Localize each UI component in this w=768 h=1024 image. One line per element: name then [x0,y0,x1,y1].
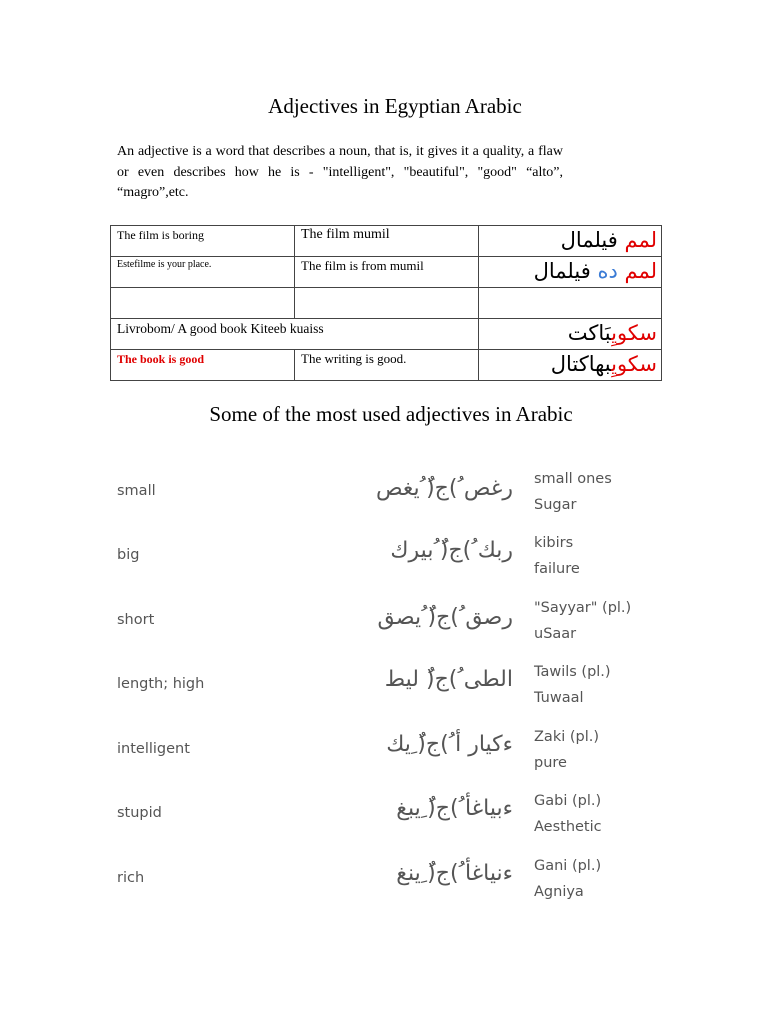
arabic-red-part: لمم [624,259,657,283]
vocab-english: big [117,547,140,563]
example-translation: The film mumil [295,226,479,257]
list-item [0,853,768,913]
section-subtitle: Some of the most used adjectives in Arabic [209,402,573,426]
vocab-arabic: الطى ُ)ج(ُ ليط [384,667,513,692]
vocab-arabic: ءكيار أ ُ)ج(ُ ِيك [386,732,513,757]
list-item [0,788,768,848]
vocab-arabic: ربك ُ)ج(ُ ُبيرك [390,538,513,563]
example-english: Livrobom/ A good book Kiteeb kuaiss [111,319,479,350]
vocab-translit-1: Gani (pl.) [534,858,602,874]
vocab-translit-2: pure [534,755,567,771]
vocab-translit-1: "Sayyar" (pl.) [534,600,632,616]
vocab-translit-2: uSaar [534,626,577,642]
vocab-arabic: رصق ُ)ج(ُ ُيصق [377,605,513,630]
intro-paragraph: An adjective is a word that describes a noun, that is, it gives it a quality, a flaw or even describes how he is - "intelligent", "beautiful", "good" “alto”, “magro”,etc. [117,144,563,200]
vocab-english: small [117,483,156,499]
list-item [0,659,768,719]
vocab-arabic: ءنياغأ ُ)ج(ُ ِينغ [396,861,513,886]
vocab-translit-2: failure [534,561,580,577]
vocab-english: short [117,612,155,628]
example-translation: The film is from mumil [295,257,479,288]
vocab-english: rich [117,870,145,886]
example-english: The book is good [111,350,295,381]
list-item [0,595,768,655]
arabic-red-part: سكويِ [611,321,657,345]
arabic-red-part: سكويِ [611,352,657,376]
vocab-translit-2: Agniya [534,884,584,900]
vocab-translit-1: Zaki (pl.) [534,729,600,745]
arabic-black-part: بَاكت [567,321,612,345]
example-english: The film is boring [111,226,295,257]
vocab-translit-1: Tawils (pl.) [534,664,611,680]
vocab-translit-2: Aesthetic [534,819,602,835]
vocab-arabic: رغص ُ)ج(ُ ُيغص [375,476,513,501]
vocab-arabic: ءبياغأ ُ)ج(ُ ِيبغ [396,796,513,821]
example-translation: The writing is good. [295,350,479,381]
document-title: Adjectives in Egyptian Arabic [268,94,522,118]
vocab-translit-1: Gabi (pl.) [534,793,602,809]
vocab-english: intelligent [117,741,190,757]
arabic-blue-part: ده [597,259,618,283]
example-english: Estefilme is your place. [111,257,295,288]
list-item [0,724,768,784]
arabic-black-part: بهاكتال [550,352,612,376]
arabic-red-part: لمم [624,228,657,252]
vocab-translit-2: Tuwaal [534,690,584,706]
vocab-english: stupid [117,805,162,821]
arabic-black-part: فيلمال [533,259,591,283]
vocab-translit-1: kibirs [534,535,574,551]
list-item [0,466,768,526]
vocab-translit-2: Sugar [534,497,577,513]
list-item [0,530,768,590]
vocab-translit-1: small ones [534,471,612,487]
vocab-english: length; high [117,676,205,692]
arabic-black-part: فيلمال [560,228,618,252]
